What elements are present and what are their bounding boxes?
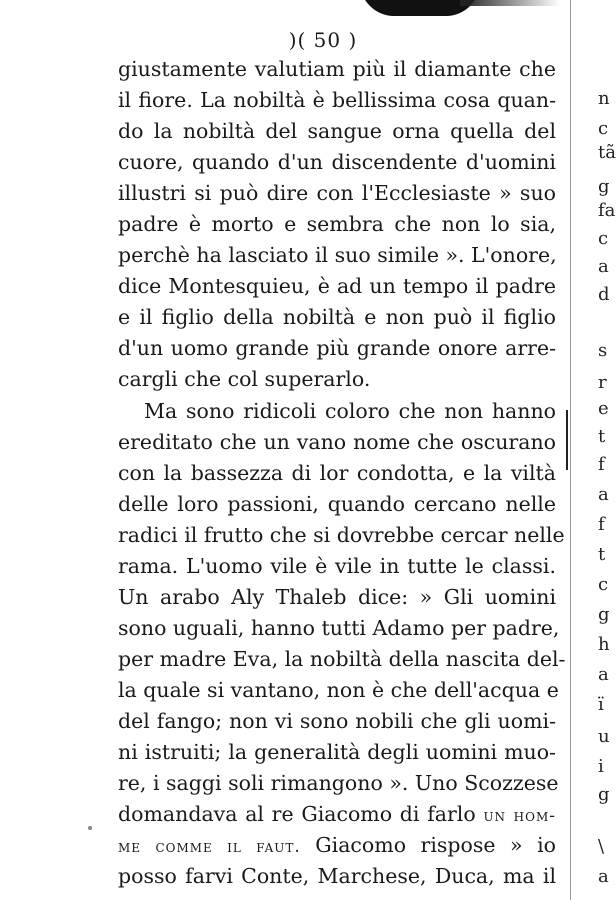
text-line: sono uguali, hanno tutti Adamo per padre,	[118, 615, 560, 640]
edge-fragment: h	[598, 634, 610, 655]
edge-fragment: f	[598, 514, 605, 535]
edge-fragment: ï	[598, 694, 604, 715]
text-line: delle loro passioni, quando cercano nelle	[118, 491, 556, 516]
text-line: e il figlio della nobiltà e non può il figlio	[118, 305, 556, 330]
edge-fragment: c	[598, 228, 609, 249]
text-line: do la nobiltà del sangue orna quella del	[118, 119, 556, 144]
edge-fragment: a	[598, 664, 609, 685]
edge-fragment: g	[598, 176, 610, 197]
edge-fragment: i	[598, 756, 604, 777]
text-line: posso farvi Conte, Marchese, Duca, ma il	[118, 864, 556, 889]
edge-fragment: a	[598, 866, 609, 887]
edge-fragment: \	[598, 836, 605, 857]
text-line: con la bassezza di lor condotta, e la viltà	[118, 460, 556, 485]
edge-fragment: r	[598, 372, 607, 393]
text-line: d'un uomo grande più grande onore arre-	[118, 336, 556, 361]
text-line: padre è morto e sembra che non lo sia,	[118, 212, 556, 237]
text-line: Ma sono ridicoli coloro che non hanno	[144, 398, 556, 423]
edge-fragment: tã	[598, 142, 616, 163]
text-segment: Giacomo rispose » io	[315, 833, 556, 858]
edge-fragment: c	[598, 574, 609, 595]
small-caps-text: un hom-	[483, 806, 556, 827]
text-line	[118, 799, 556, 830]
text-line: giustamente valutiam più il diamante che	[118, 57, 556, 81]
text-line: illustri si può dire con l'Ecclesiaste » suo	[118, 181, 556, 206]
text-line: rama. L'uomo vile è vile in tutte le classi.	[118, 553, 556, 578]
edge-fragment: a	[598, 484, 609, 505]
edge-fragment: g	[598, 784, 610, 805]
text-line: Un arabo Aly Thaleb dice: » Gli uomini	[118, 584, 556, 609]
edge-fragment: g	[598, 604, 610, 625]
edge-fragment: u	[598, 726, 610, 747]
text-line: la quale si vantano, non è che dell'acqua e	[118, 677, 559, 702]
edge-fragment: d	[598, 284, 610, 305]
page-number: )( 50 )	[288, 28, 358, 52]
small-caps-text: me comme il faut.	[118, 837, 301, 858]
edge-fragment: fa	[598, 200, 616, 221]
edge-fragment: t	[598, 426, 606, 447]
text-line: cargli che col superarlo.	[118, 367, 371, 392]
edge-fragment: t	[598, 544, 606, 565]
text-line: ereditato che un vano nome che oscurano	[118, 429, 556, 454]
text-line: il fiore. La nobiltà è bellissima cosa quan-	[118, 88, 556, 113]
text-segment: domandava al re Giacomo di farlo	[118, 802, 476, 827]
text-line: del fango; non vi sono nobili che gli uomi-	[118, 708, 556, 733]
page-gutter-line	[570, 0, 571, 900]
text-line: radici il frutto che si dovrebbe cercar nelle	[118, 522, 565, 547]
edge-fragment: s	[598, 340, 608, 361]
text-line: per madre Eva, la nobiltà della nascita del-	[118, 646, 566, 671]
edge-fragment: e	[598, 398, 609, 419]
paper-speck	[88, 826, 92, 830]
page-gutter-mark	[566, 410, 568, 470]
edge-fragment: f	[598, 454, 605, 475]
text-line: ni istruiti; la generalità degli uomini muo-	[118, 740, 556, 765]
text-line: perchè ha lasciato il suo simile ». L'onore,	[118, 243, 557, 268]
edge-fragment: a	[598, 256, 609, 277]
text-line: re, i saggi soli rimangono ». Uno Scozzese	[118, 771, 559, 796]
body-text	[118, 54, 566, 892]
binding-shadow-tail	[460, 0, 560, 6]
text-line: cuore, quando d'un discendente d'uomini	[118, 150, 556, 175]
edge-fragment: n	[598, 88, 610, 109]
text-line: dice Montesquieu, è ad un tempo il padre	[118, 274, 556, 299]
edge-fragment: c	[598, 118, 609, 139]
text-line	[118, 830, 556, 861]
